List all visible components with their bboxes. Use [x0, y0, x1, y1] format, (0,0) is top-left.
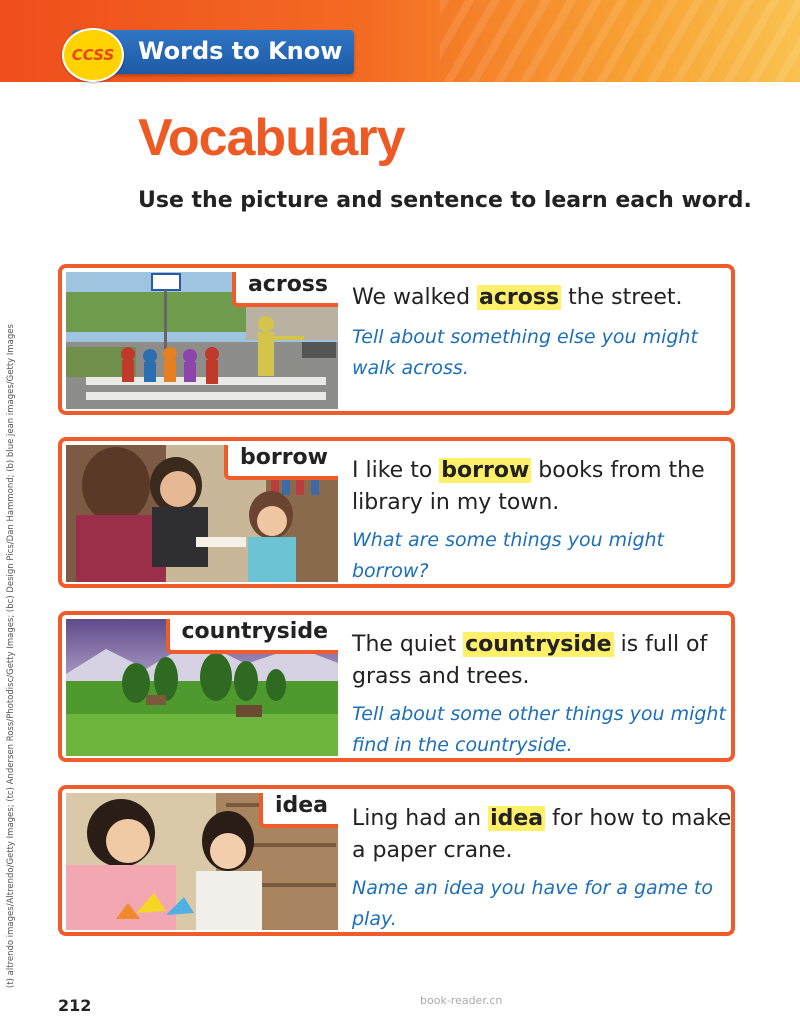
photo-paper-crane	[66, 793, 338, 930]
ccss-badge: CCSS	[62, 28, 124, 82]
vocab-word: borrow	[224, 445, 338, 480]
example-sentence: We walked across the street.	[352, 285, 683, 310]
photo-countryside	[66, 619, 338, 756]
example-sentence: I like to borrow books from the library in my town.	[352, 458, 705, 515]
vocab-word: countryside	[166, 619, 339, 654]
photo-library	[66, 445, 338, 582]
vocab-card-borrow	[58, 437, 735, 588]
page-number: 212	[58, 996, 92, 1015]
example-sentence: Ling had an idea for how to make a paper crane.	[352, 806, 732, 863]
example-sentence: The quiet countryside is full of grass and trees.	[352, 632, 708, 689]
vocab-word: across	[232, 272, 338, 307]
page-subtitle: Use the picture and sentence to learn each word.	[138, 188, 752, 213]
highlighted-word: countryside	[465, 632, 612, 657]
highlighted-word: borrow	[441, 458, 530, 483]
discussion-prompt: Tell about some other things you might find in the countryside.	[352, 703, 726, 756]
vocab-card-countryside	[58, 611, 735, 762]
discussion-prompt: What are some things you might borrow?	[352, 529, 665, 582]
highlighted-word: across	[479, 285, 560, 310]
vocab-card-idea	[58, 785, 735, 936]
photo-credit: (t) altrendo images/Altrendo/Getty Images; (tc) Andersen Ross/Photodisc/Getty Images; (bc) Design Pics/Dan Hammond; (b) blue jean images/Getty Images	[6, 324, 16, 988]
discussion-prompt: Name an idea you have for a game to play.	[352, 877, 713, 930]
section-title: Words to Know	[138, 37, 343, 65]
vocab-card-across	[58, 264, 735, 415]
page-title: Vocabulary	[138, 109, 405, 167]
photo-crossing-street	[66, 272, 338, 409]
highlighted-word: idea	[490, 806, 544, 831]
vocab-word: idea	[259, 793, 338, 828]
watermark: book-reader.cn	[420, 994, 503, 1007]
discussion-prompt: Tell about something else you might walk across.	[352, 326, 698, 379]
